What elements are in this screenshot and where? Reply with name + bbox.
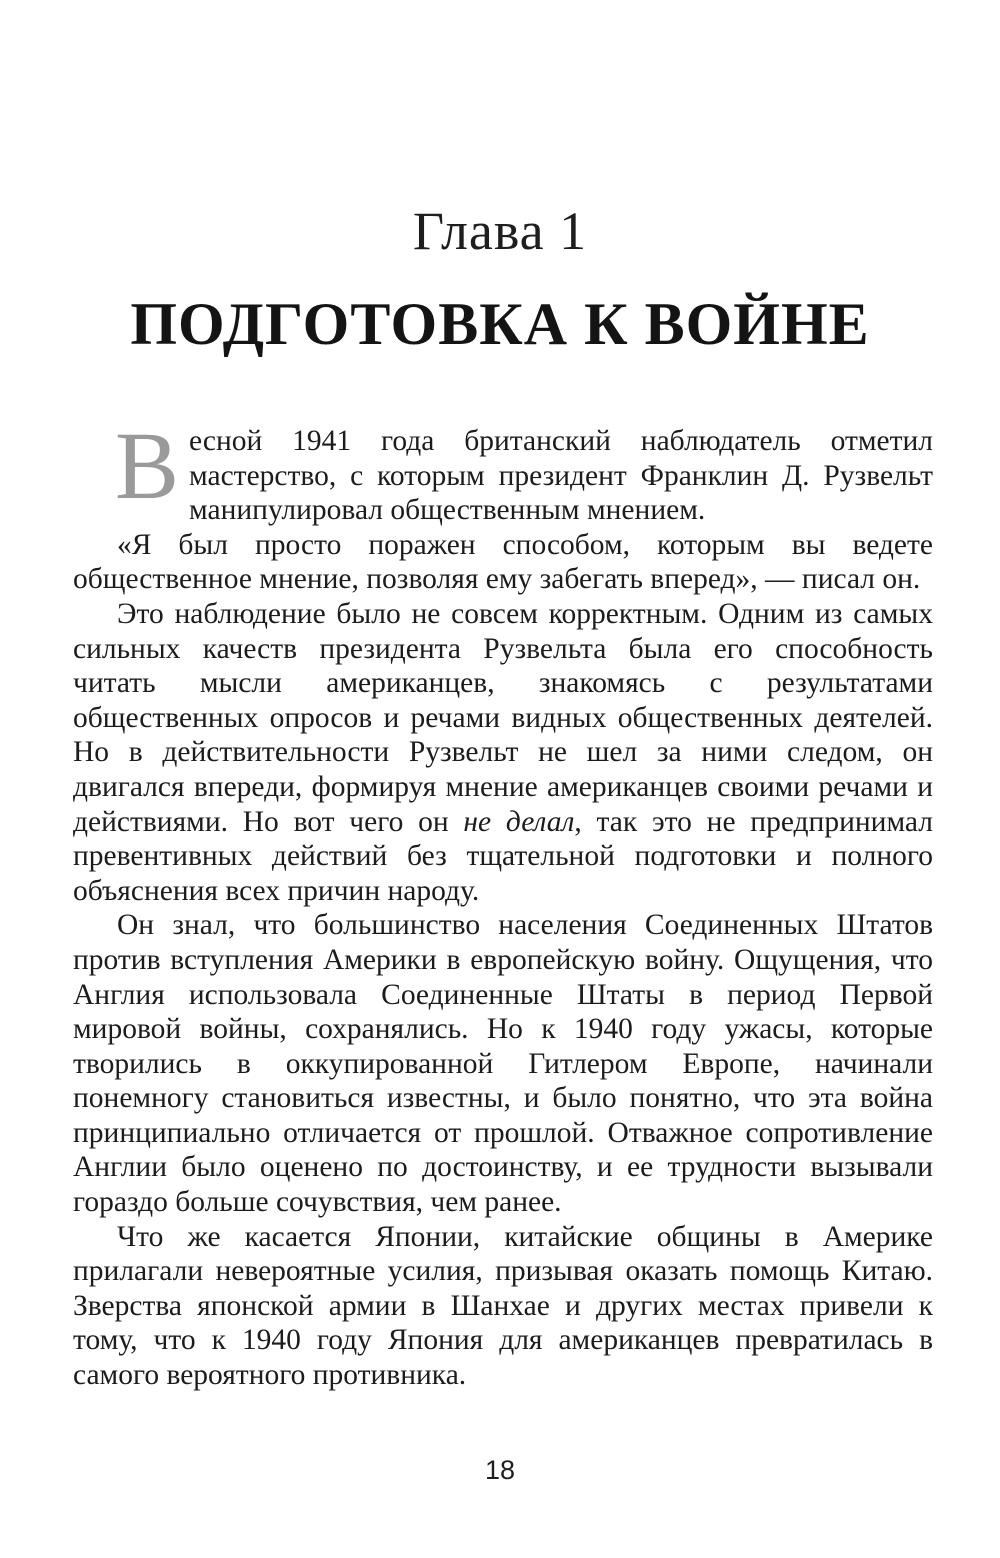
page-number: 18 xyxy=(484,1455,516,1485)
paragraph-4: Он знал, что большинство населения Соединенных Штатов против вступления Америки в европейскую войну. Ощущения, что Англия использовала Соединенные Штаты в период Первой мировой войны, сохранялись. Но к 1940 году ужасы, которые творились в оккупированной Гитлером Европе, начинали понемногу становиться известны, и было понятно, что эта война принципиально отличается от прошлой. Отважное сопротивление Англии было оценено по достоинству, и ее трудности вызывали гораздо больше сочувствия, чем ранее. xyxy=(73,909,933,1219)
drop-cap-letter: В xyxy=(115,412,180,519)
paragraph-2: «Я был просто поражен способом, которым вы ведете общественное мнение, позволяя ему забегать вперед», — писал он. xyxy=(73,528,933,596)
paragraph-3 xyxy=(73,597,933,908)
paragraph-3-text-after: , так это не предпринимал превентивных действий без тщательной подготовки и полного объяснения всех причин народу. xyxy=(73,805,933,907)
paragraph-1 xyxy=(73,412,933,528)
body-text xyxy=(73,412,933,1393)
paragraph-1-text: есной 1941 года британский наблюдатель отметил мастерство, с которым президент Франклин Д. Рузвельт манипулировал общественным мнением. xyxy=(189,425,933,527)
chapter-number: Глава 1 xyxy=(412,201,588,261)
chapter-title: ПОДГОТОВКА К ВОЙНЕ xyxy=(130,291,870,357)
paragraph-3-emphasis: не делал xyxy=(463,805,575,838)
paragraph-3-text-before: Это наблюдение было не совсем корректным. Одним из самых сильных качеств президента Рузвельта была его способность читать мысли американцев, знакомясь с результатами общественных опросов и речами видных общественных деятелей. Но в действительности Рузвельт не шел за ними следом, он двигался впереди, формируя мнение американцев своими речами и действиями. Но вот чего он xyxy=(73,597,933,838)
paragraph-5: Что же касается Японии, китайские общины в Америке прилагали невероятные усилия, призывая оказать помощь Китаю. Зверства японской армии в Шанхае и других местах привели к тому, что к 1940 году Япония для американцев превратилась в самого вероятного противника. xyxy=(73,1220,933,1392)
